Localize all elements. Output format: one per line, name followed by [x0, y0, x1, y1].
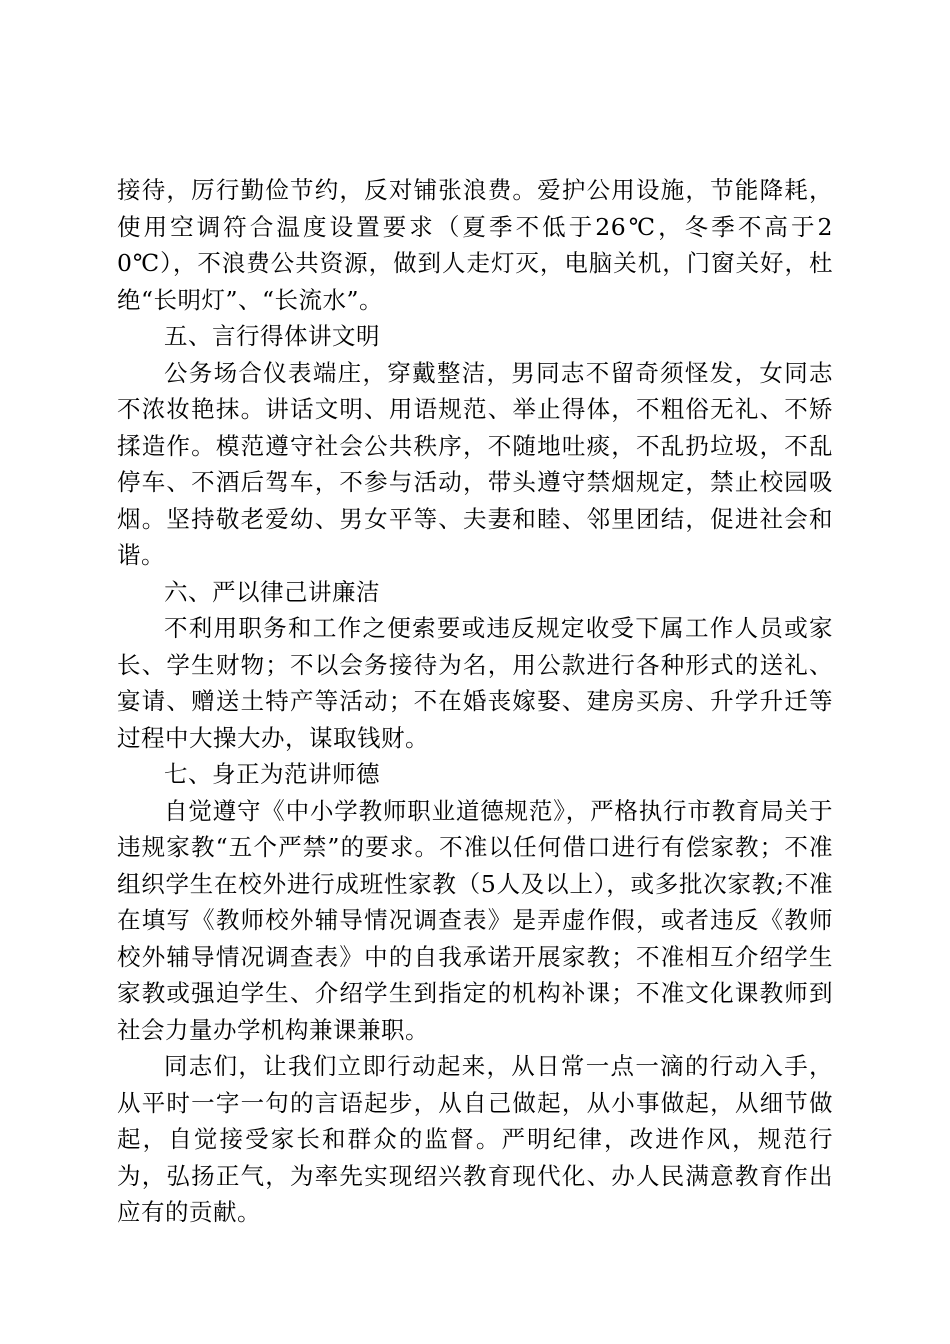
- section-heading-5: 五、言行得体讲文明: [164, 322, 380, 350]
- paragraph-continued: 接待，厉行勤俭节约，反对铺张浪费。爱护公用设施，节能降耗，使用空调符合温度设置要求（夏季不低于26℃，冬季不高于20℃），不浪费公共资源，做到人走灯灭，电脑关机，门窗关好，杜绝“长明灯”、“长流水”。: [117, 176, 833, 314]
- paragraph: 公务场合仪表端庄，穿戴整洁，男同志不留奇须怪发，女同志不浓妆艳抹。讲话文明、用语规范、举止得体，不粗俗无礼、不矫揉造作。模范遵守社会公共秩序，不随地吐痰，不乱扔垃圾，不乱停车、不酒后驾车，不参与活动，带头遵守禁烟规定，禁止校园吸烟。坚持敬老爱幼、男女平等、夫妻和睦、邻里团结，促进社会和谐。: [117, 358, 833, 569]
- section-heading-7: 七、身正为范讲师德: [164, 760, 380, 788]
- document-body: [117, 172, 833, 1231]
- paragraph: 不利用职务和工作之便索要或违反规定收受下属工作人员或家长、学生财物；不以会务接待为名，用公款进行各种形式的送礼、宴请、赠送土特产等活动；不在婚丧嫁娶、建房买房、升学升迁等过程中大操大办，谋取钱财。: [117, 614, 833, 752]
- paragraph: 自觉遵守《中小学教师职业道德规范》，严格执行市教育局关于违规家教“五个严禁”的要求。不准以任何借口进行有偿家教；不准组织学生在校外进行成班性家教（5人及以上），或多批次家教;不准在填写《教师校外辅导情况调查表》是弄虚作假，或者违反《教师校外辅导情况调查表》中的自我承诺开展家教；不准相互介绍学生家教或强迫学生、介绍学生到指定的机构补课；不准文化课教师到社会力量办学机构兼课兼职。: [117, 796, 833, 1044]
- closing-paragraph: 同志们，让我们立即行动起来，从日常一点一滴的行动入手，从平时一字一句的言语起步，从自己做起，从小事做起，从细节做起，自觉接受家长和群众的监督。严明纪律，改进作风，规范行为，弘扬正气，为率先实现绍兴教育现代化、办人民满意教育作出应有的贡献。: [117, 1052, 833, 1226]
- section-heading-6: 六、严以律己讲廉洁: [164, 577, 380, 606]
